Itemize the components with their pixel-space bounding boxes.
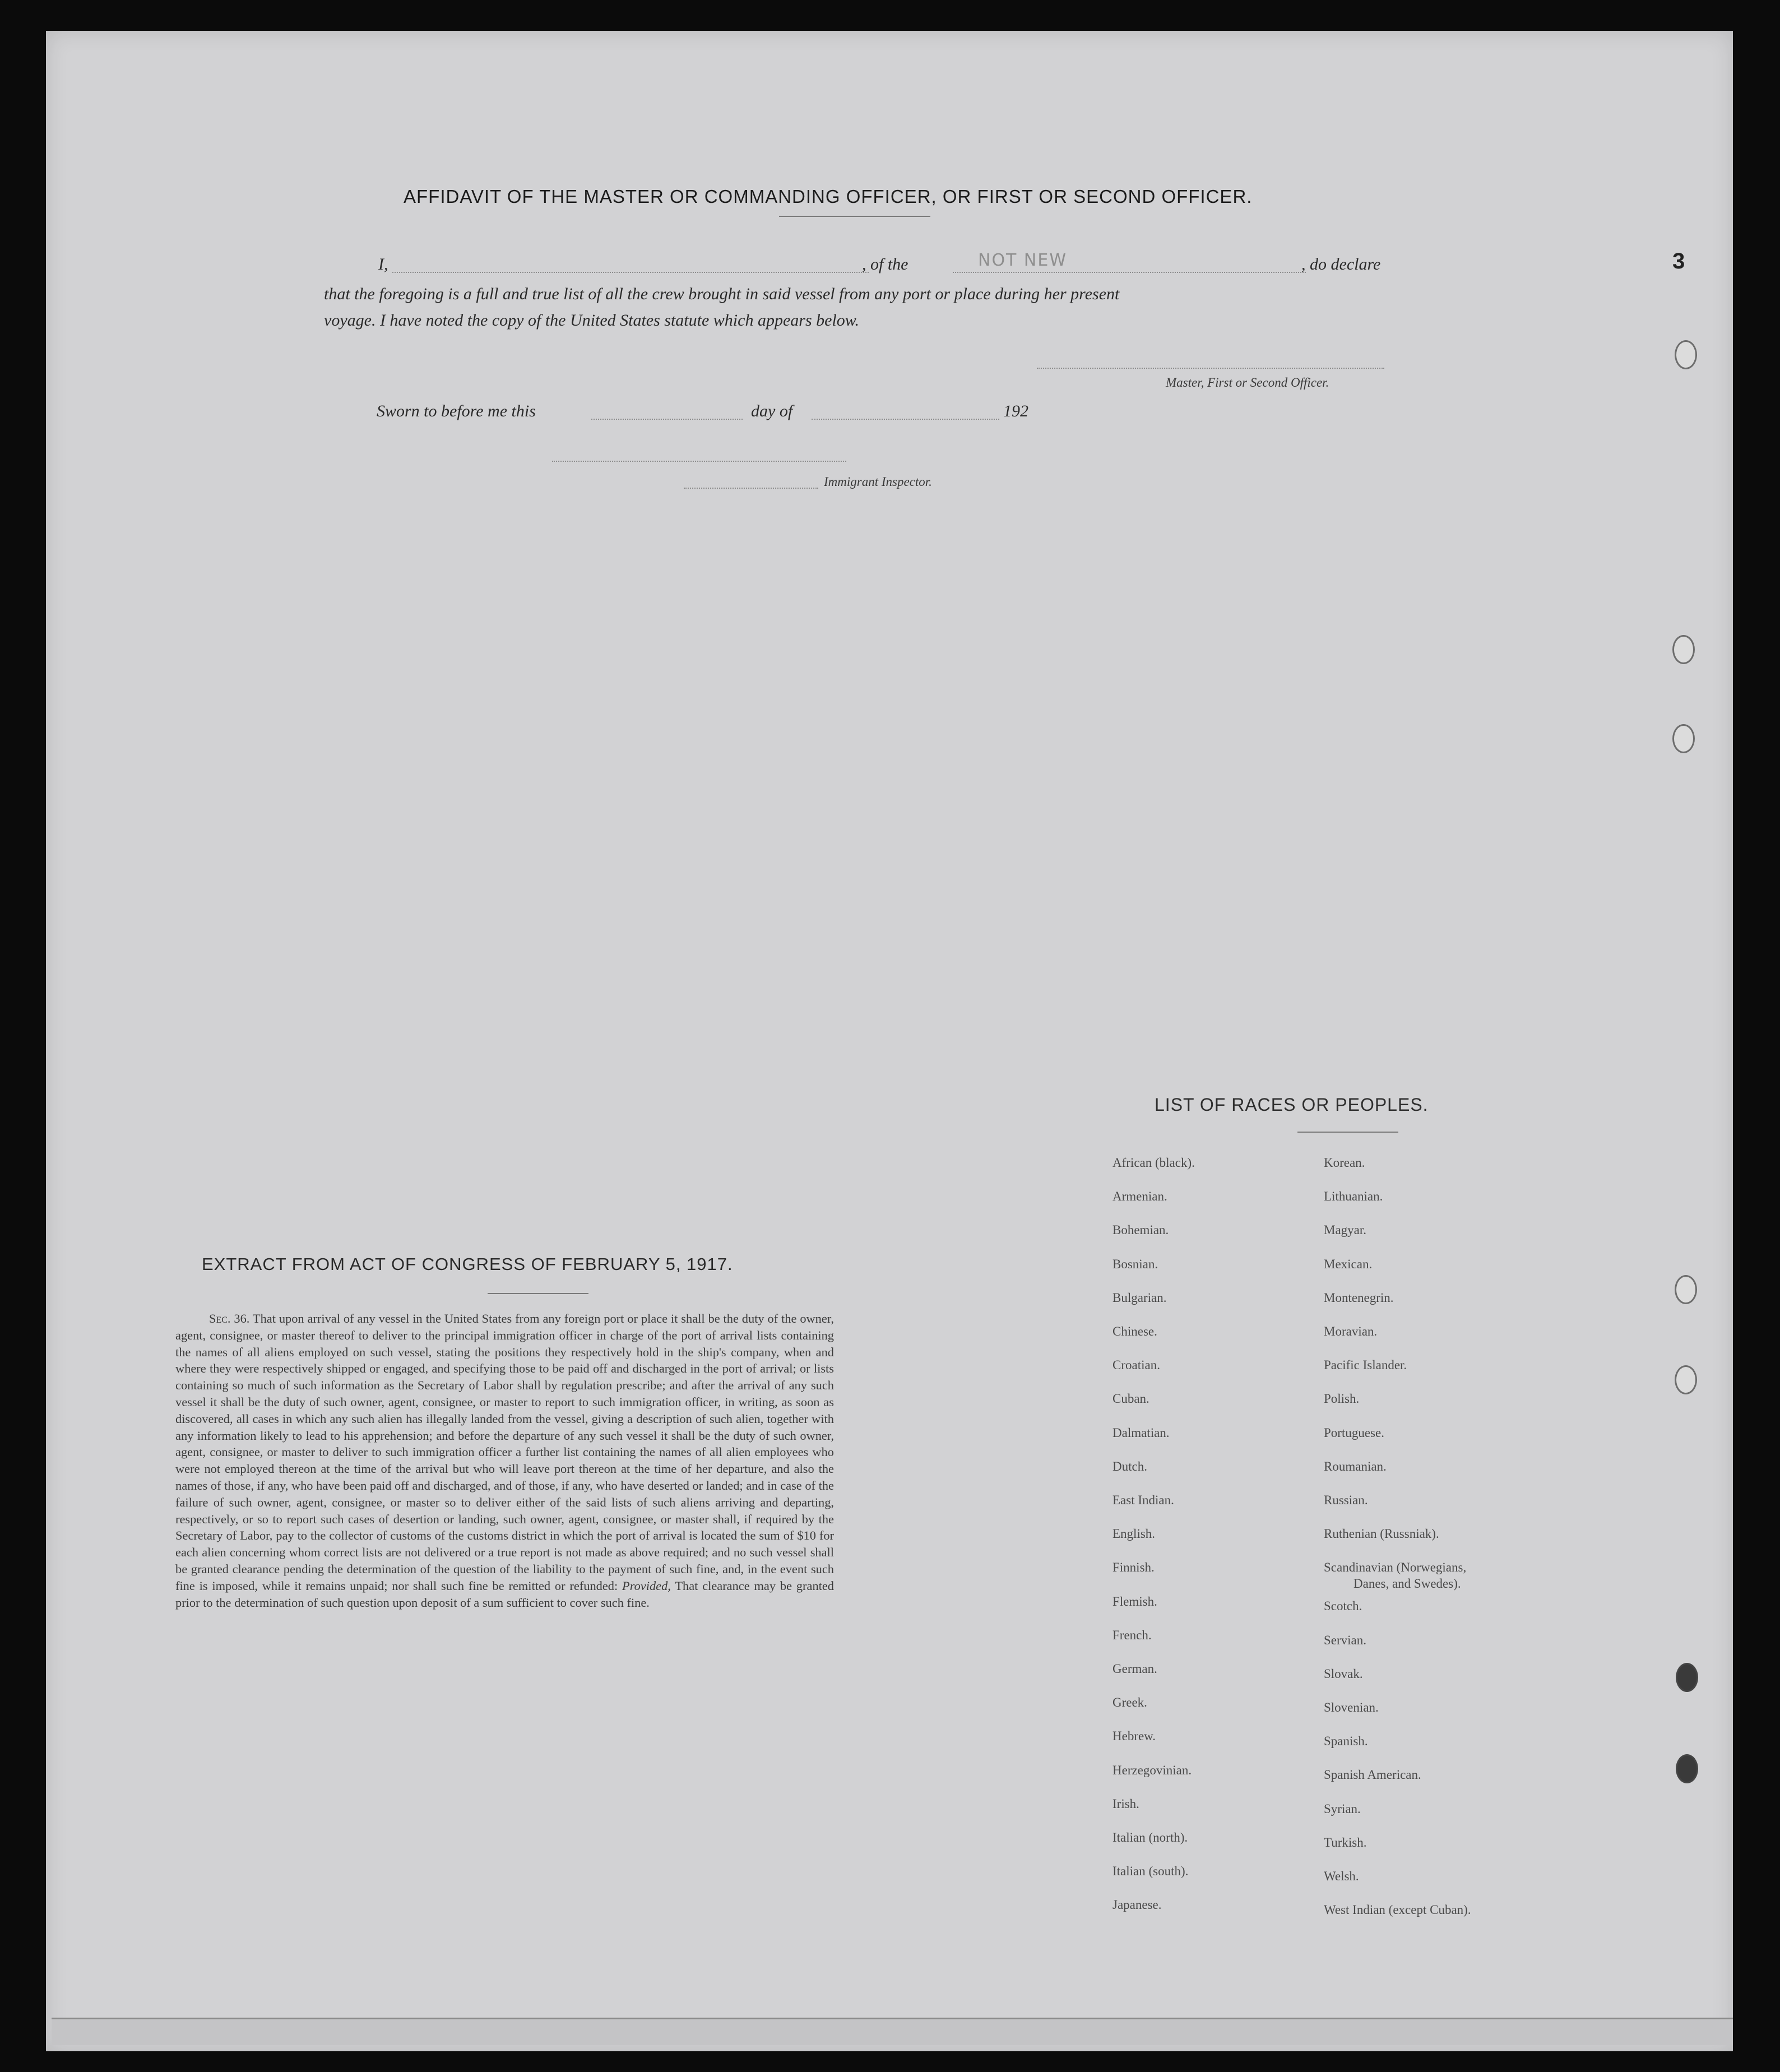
race-item: Bohemian. [1112,1223,1169,1237]
race-item: Japanese. [1112,1898,1162,1912]
race-item: French. [1112,1628,1152,1642]
race-item: Roumanian. [1324,1459,1387,1473]
punch-hole [1675,1275,1697,1304]
race-item: Hebrew. [1112,1729,1156,1743]
race-item: Russian. [1324,1493,1368,1507]
race-item: German. [1112,1662,1157,1676]
race-item: Danes, and Swedes). [1353,1577,1461,1591]
inspector-signature-line [552,461,846,462]
punch-hole [1675,340,1697,369]
sworn-day-blank [591,419,743,420]
race-item: Mexican. [1324,1257,1373,1271]
race-item: Portuguese. [1324,1426,1384,1440]
document-page [46,31,1733,2051]
race-item: Italian (south). [1112,1864,1189,1878]
race-item: Dalmatian. [1112,1426,1170,1440]
races-title: LIST OF RACES OR PEOPLES. [1155,1095,1429,1115]
inspector-signature-subline [684,488,818,489]
race-item: Scandinavian (Norwegians, [1324,1560,1467,1574]
race-item: Dutch. [1112,1459,1147,1473]
race-item: Italian (north). [1112,1830,1188,1844]
race-item: Welsh. [1324,1869,1359,1883]
race-item: Bosnian. [1112,1257,1158,1271]
affidavit-line3: voyage. I have noted the copy of the United States statute which appears below. [324,311,860,330]
page-bottom-edge [52,2018,1733,2045]
race-item: Pacific Islander. [1324,1358,1407,1372]
race-item: Spanish. [1324,1734,1368,1748]
sworn-day-of: day of [751,402,793,420]
race-item: English. [1112,1527,1156,1541]
race-item: Cuban. [1112,1392,1149,1406]
section-provided: Provided, [622,1578,671,1593]
affidavit-line1-start: I, [378,255,388,274]
race-item: Syrian. [1324,1802,1361,1816]
page-number-mark: 3 [1672,249,1685,274]
race-item: East Indian. [1112,1493,1174,1507]
name-blank [392,272,869,273]
race-item: Flemish. [1112,1594,1157,1609]
sworn-year: 192 [1003,402,1028,420]
races-title-rule [1297,1132,1398,1133]
affidavit-line1-end: , do declare [1301,255,1381,274]
section-body-1: That upon arrival of any vessel in the United States from any foreign port or place it shall be the duty of the owner, agent, consignee, or master thereof to deliver to the principal immigration officer in charge of the port of arrival lists containing the names of all aliens employed on such vessel, stating the positions they respectively hold in the ship's company, when and where they were respectively shipped or engaged, and specifying those to be paid off and discharged in the port of arrival; or lists containing so much of such information as the Secretary of Labor shall by regulation prescribe; and after the arrival of any such vessel it shall be the duty of such owner, agent, consignee, or master to report to such immigration officer, in writing, as soon as discovered, all cases in which any such alien has illegally landed from the vessel, giving a description of such alien, together with any information likely to lead to his apprehension; and before the departure of any such vessel it shall be the duty of such owner, agent, consignee, or master to deliver to such immigration officer a further list containing the names of all alien employees who were not employed thereon at the time of the arrival but who will leave port thereon at the time of her departure, and also the names of those, if any, who have been paid off and discharged, and of those, if any, who have deserted or landed; and in case of the failure of such owner, agent, consignee, or master so to deliver either of the said lists of such aliens arriving and departing, respectively, or so to report such cases of desertion or landing, such owner, agent, consignee, or master shall, if required by the Secretary of Labor, pay to the collector of customs of the customs district in which the port of arrival is located the sum of $10 for each alien concerning whom correct lists are not delivered or a true report is not made as above required; and no such vessel shall be granted clearance pending the determination of the question of the liability to the payment of such fine, and, in the event such fine is imposed, while it remains unpaid; nor shall such fine be remitted or refunded: [175,1311,834,1593]
race-item: Spanish American. [1324,1768,1421,1782]
punch-hole [1676,1663,1698,1692]
race-item: Servian. [1324,1633,1367,1647]
race-item: Ruthenian (Russniak). [1324,1527,1439,1541]
extract-section-36-text [175,1310,834,1611]
inspector-label: Immigrant Inspector. [824,475,932,489]
affidavit-line1-mid: , of the [862,255,908,274]
race-item: Croatian. [1112,1358,1160,1372]
affidavit-title: AFFIDAVIT OF THE MASTER OR COMMANDING OFFICER, OR FIRST OR SECOND OFFICER. [404,186,1253,207]
race-item: Greek. [1112,1695,1147,1709]
race-item: Korean. [1324,1156,1365,1170]
race-item: Montenegrin. [1324,1291,1394,1305]
section-body-2: That clearance may be granted prior to the determination of such question upon deposit of a sum sufficient to cover such fine. [175,1578,834,1610]
punch-hole [1676,1754,1698,1783]
sworn-label: Sworn to before me this [377,402,536,420]
master-signature-line [1037,368,1384,369]
race-item: Polish. [1324,1392,1360,1406]
race-item: Herzegovinian. [1112,1763,1192,1777]
race-item: Bulgarian. [1112,1291,1167,1305]
punch-hole [1672,635,1695,664]
race-item: Armenian. [1112,1189,1167,1203]
master-signature-label: Master, First or Second Officer. [1166,376,1329,390]
punch-hole [1675,1365,1697,1394]
race-item: African (black). [1112,1156,1195,1170]
race-item: Irish. [1112,1797,1139,1811]
extract-title: EXTRACT FROM ACT OF CONGRESS OF FEBRUARY 5, 1917. [202,1254,733,1274]
affidavit-line2: that the foregoing is a full and true list of all the crew brought in said vessel from any port or place during her present [324,285,1120,303]
affidavit-title-rule [779,216,930,217]
vessel-blank [953,272,1306,273]
race-item: Magyar. [1324,1223,1367,1237]
race-item: Slovenian. [1324,1700,1379,1714]
vessel-name-handwritten: NOT NEW [978,251,1067,270]
race-item: Turkish. [1324,1835,1367,1849]
race-item: Scotch. [1324,1599,1362,1613]
race-item: Finnish. [1112,1560,1155,1574]
section-label: Sec. 36. [209,1311,250,1325]
race-item: Slovak. [1324,1667,1363,1681]
race-item: West Indian (except Cuban). [1324,1903,1471,1917]
race-item: Chinese. [1112,1324,1157,1338]
race-item: Lithuanian. [1324,1189,1383,1203]
extract-title-rule [488,1293,588,1294]
punch-hole [1672,724,1695,753]
sworn-month-blank [812,419,999,420]
race-item: Moravian. [1324,1324,1378,1338]
